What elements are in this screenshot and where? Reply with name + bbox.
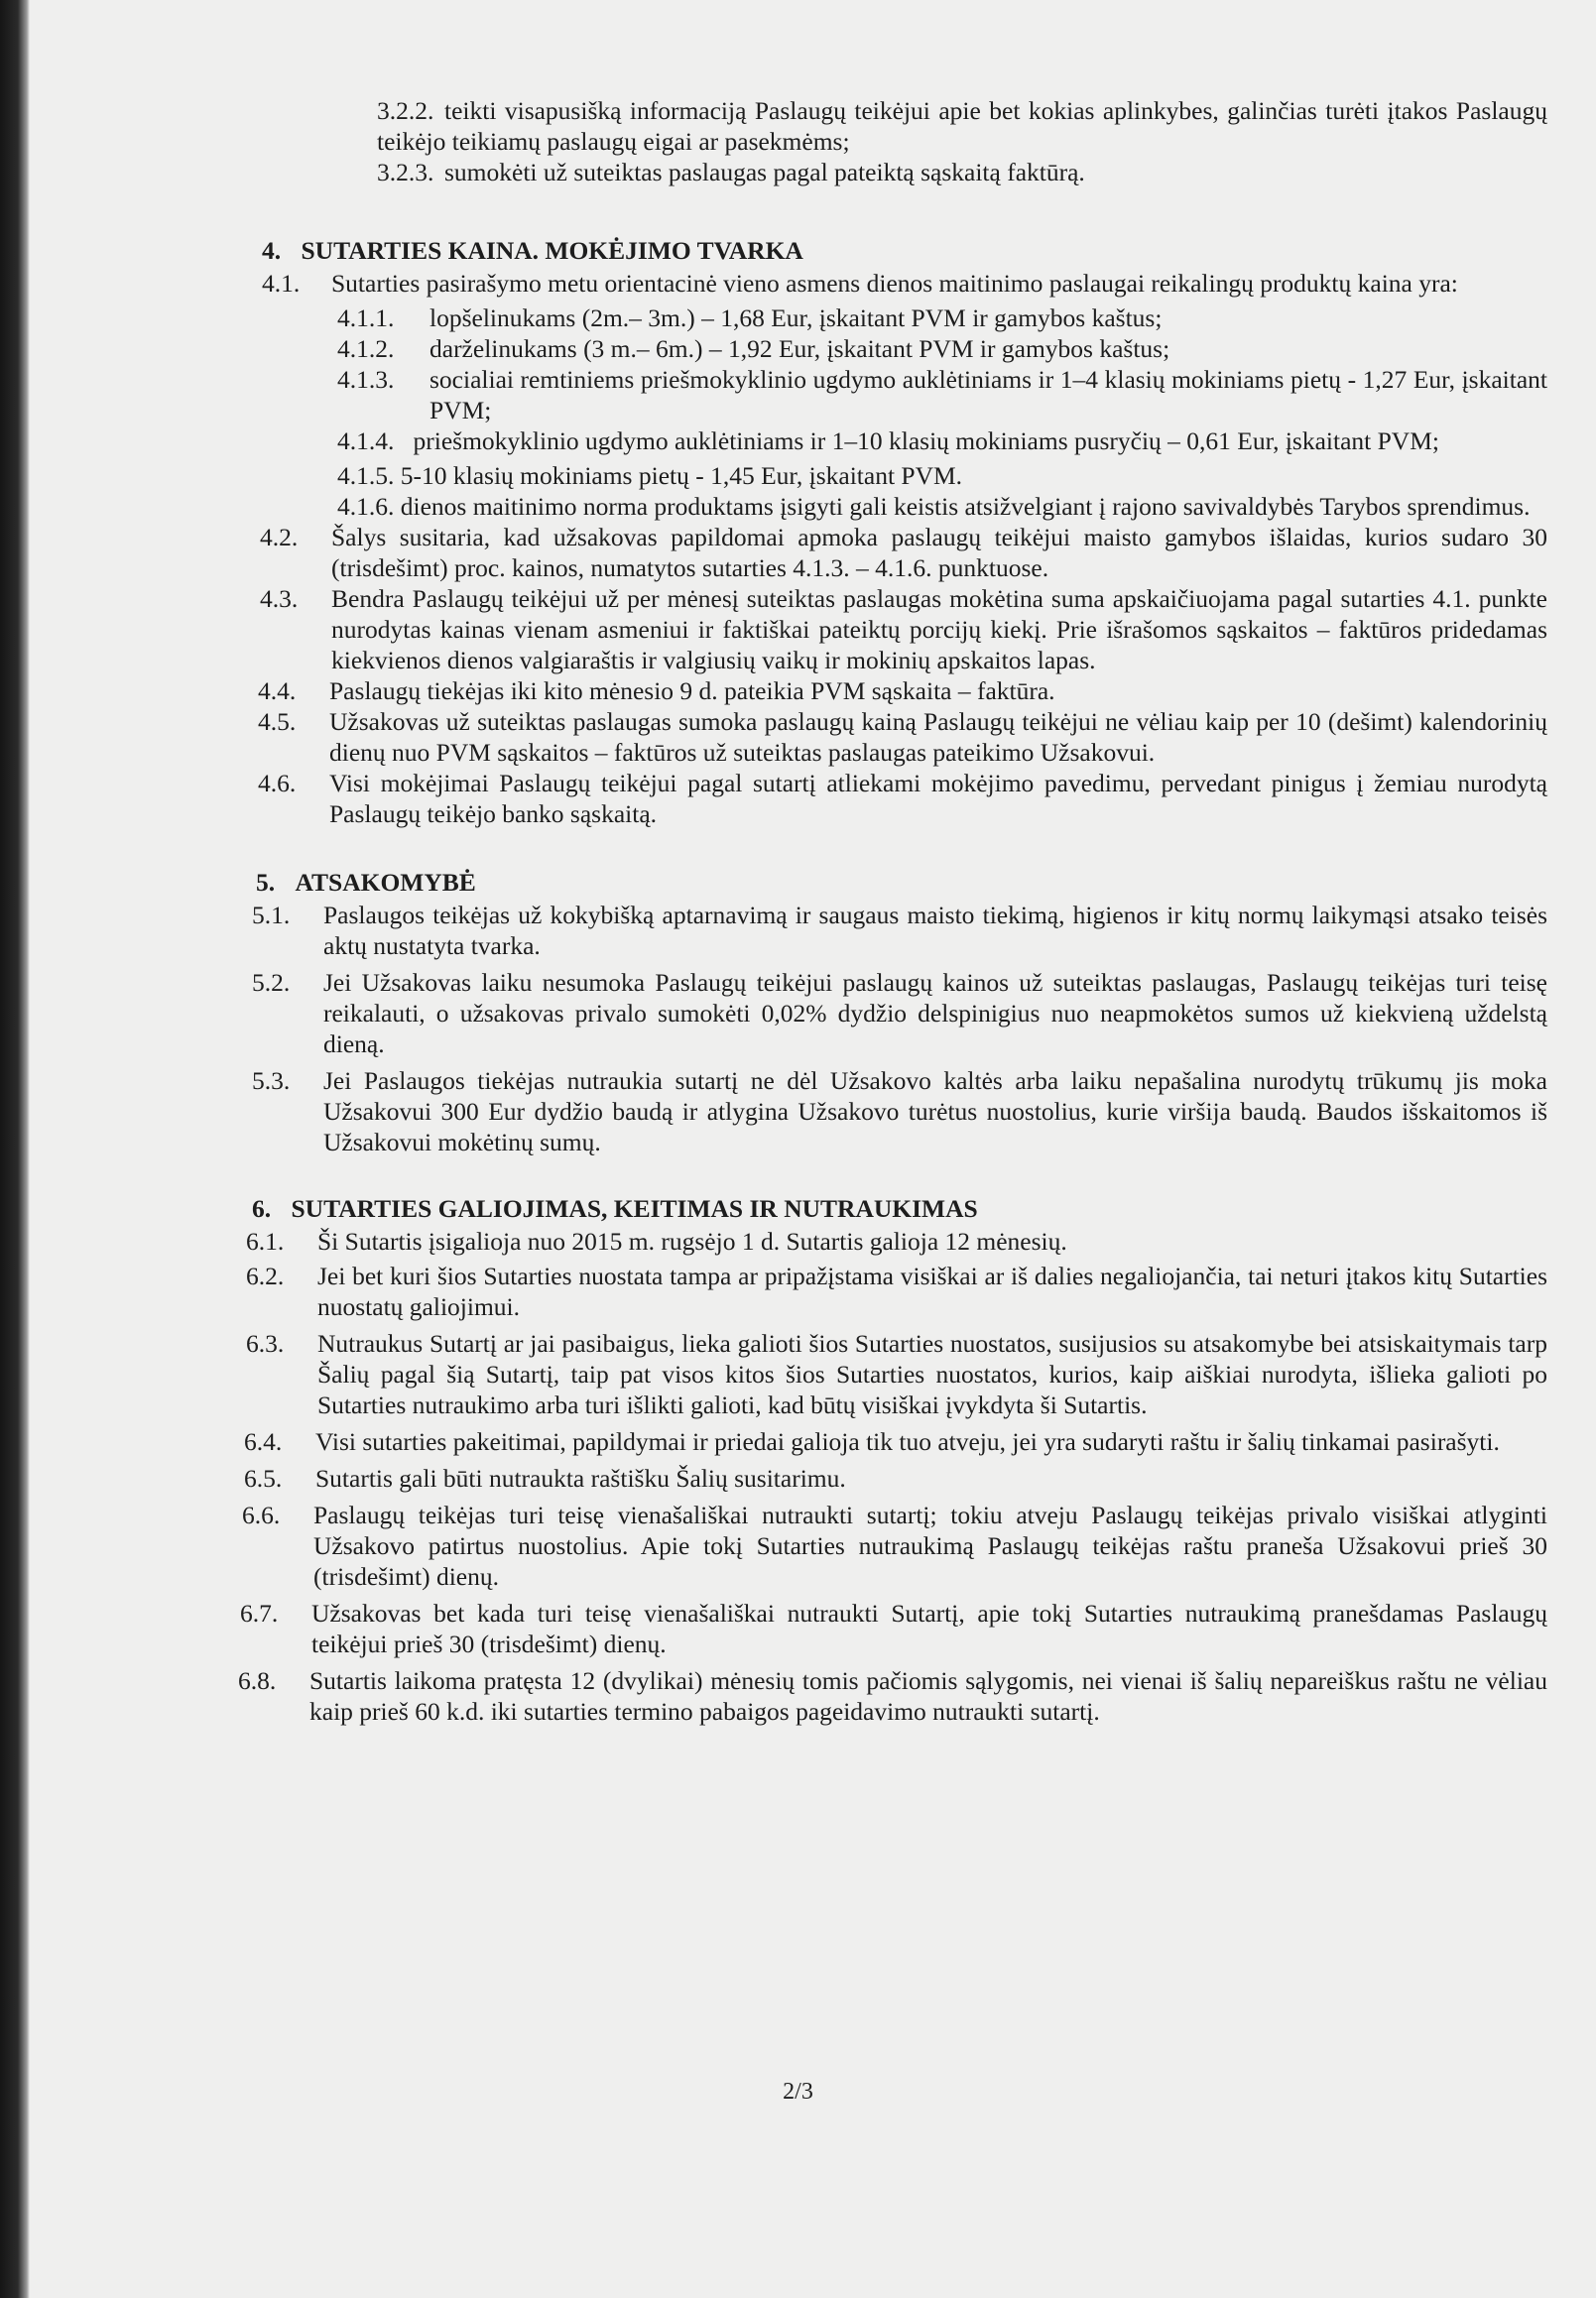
section-number: 6. — [252, 1194, 272, 1223]
clause-text: Nutraukus Sutartį ar jai pasibaigus, lieka galioti šios Sutarties nuostatos, susijusios su atsakomybe bei atsiskaitymais tarp Šalių pagal šią Sutartį, taip pat visos kitos šios Sutarties nuostatos, kurios, kaip aiškiai nurodyta, išlieka galioti po Sutarties nutraukimo arba turi išlikti galioti, kad būtų visiškai įvykdyta ši Sutartis. — [317, 1329, 1547, 1419]
clause-number: 5.3. — [252, 1066, 291, 1095]
clause-text: Sutarties pasirašymo metu orientacinė vieno asmens dienos maitinimo paslaugai reikalingų produktų kaina yra: — [331, 269, 1458, 298]
clause-number: 4.1.5. — [337, 461, 395, 490]
clause-number: 6.7. — [240, 1599, 279, 1628]
clause-3-2-3 — [377, 157, 1547, 187]
clause-4-1-1 — [337, 302, 1547, 333]
clause-number: 6.5. — [244, 1464, 283, 1493]
clause-4-6 — [258, 768, 1547, 829]
clause-6-4 — [244, 1426, 1547, 1457]
clause-number: 6.8. — [238, 1666, 277, 1695]
clause-4-4 — [258, 675, 1547, 706]
clause-text-wrap — [311, 425, 1547, 456]
clause-text: priešmokyklinio ugdymo auklėtiniams ir 1–10 klasių mokiniams pusryčių – 0,61 Eur, įskaitant PVM; — [413, 426, 1439, 455]
clause-text: Paslaugų tiekėjas iki kito mėnesio 9 d. pateikia PVM sąskaita – faktūra. — [329, 676, 1055, 705]
clause-number: 4.2. — [260, 523, 299, 551]
clause-text: Visi mokėjimai Paslaugų teikėjui pagal sutartį atliekami mokėjimo pavedimu, pervedant pinigus į žemiau nurodytą Paslaugų teikėjo banko sąskaitą. — [329, 769, 1547, 828]
clause-number: 3.2.2. — [377, 96, 434, 125]
clause-number: 5.2. — [252, 968, 291, 997]
clause-number: 4.4. — [258, 676, 297, 705]
clause-number: 4.1.2. — [337, 334, 395, 363]
section-number: 4. — [262, 236, 282, 265]
clause-4-1-3 — [337, 364, 1547, 425]
clause-text: darželinukams (3 m.– 6m.) – 1,92 Eur, įskaitant PVM ir gamybos kaštus; — [430, 334, 1170, 363]
clause-text: Sutartis laikoma pratęsta 12 (dvylikai) mėnesių tomis pačiomis sąlygomis, nei vienai iš šalių nepareiškus raštu ne vėliau kaip prieš 60 k.d. iki sutarties termino pabaigos pageidavimo nutraukti sutartį. — [309, 1666, 1547, 1726]
clause-number: 6.2. — [246, 1262, 285, 1290]
clause-6-7 — [240, 1598, 1547, 1659]
clause-number: 4.1.6. — [337, 492, 395, 521]
clause-text: teikti visapusišką informaciją Paslaugų teikėjui apie bet kokias aplinkybes, galinčias turėti įtakos Paslaugų teikėjo teikiamų paslaugų eigai ar pasekmėms; — [377, 96, 1547, 156]
clause-text-wrap — [337, 491, 1547, 522]
clause-6-3 — [246, 1328, 1547, 1420]
section-number: 5. — [256, 868, 276, 897]
clause-number: 6.4. — [244, 1427, 283, 1456]
clause-5-1 — [252, 900, 1547, 961]
clause-number: 5.1. — [252, 901, 291, 929]
clause-4-1-4 — [311, 425, 1547, 456]
clause-text: Užsakovas bet kada turi teisę vienašališkai nutraukti Sutartį, apie tokį Sutarties nutraukimą pranešdamas Paslaugų teikėjui prieš 30 (trisdešimt) dienų. — [311, 1599, 1547, 1658]
clause-5-3 — [252, 1065, 1547, 1157]
clause-text: sumokėti už suteiktas paslaugas pagal pateiktą sąskaitą faktūrą. — [444, 158, 1085, 186]
section-title: SUTARTIES KAINA. MOKĖJIMO TVARKA — [301, 236, 803, 265]
clause-text: Sutartis gali būti nutraukta raštišku Šalių susitarimu. — [315, 1464, 846, 1493]
clause-number: 4.1. — [262, 269, 301, 298]
clause-text: Paslaugų teikėjas turi teisę vienašališkai nutraukti sutartį; tokiu atveju Paslaugų teikėjas privalo visiškai atlyginti Užsakovo patirtus nuostolius. Apie tokį Sutarties nutraukimą Paslaugų teikėjas raštu praneša Užsakovui prieš 30 (trisdešimt) dienų. — [313, 1501, 1547, 1591]
page-number: 2/3 — [783, 2079, 813, 2105]
clause-4-2 — [260, 522, 1547, 583]
clause-number: 4.1.4. — [337, 426, 395, 455]
clause-number: 4.1.1. — [337, 303, 395, 332]
clause-text: Jei bet kuri šios Sutarties nuostata tampa ar pripažįstama visiškai ar iš dalies negaliojančia, tai neturi įtakos kitų Sutarties nuostatų galiojimui. — [317, 1262, 1547, 1321]
clause-text: Jei Paslaugos tiekėjas nutraukia sutartį ne dėl Užsakovo kaltės arba laiku nepašalina nurodytų trūkumų jis moka Užsakovui 300 Eur dydžio baudą ir atlygina Užsakovo turėtus nuostolius, kurie viršija baudą. Baudos išskaitomos iš Užsakovui mokėtinų sumų. — [323, 1066, 1547, 1156]
clause-6-6 — [242, 1500, 1547, 1592]
clause-6-5 — [244, 1463, 1547, 1494]
clause-text: 5-10 klasių mokiniams pietų - 1,45 Eur, įskaitant PVM. — [400, 461, 963, 490]
clause-text: lopšelinukams (2m.– 3m.) – 1,68 Eur, įskaitant PVM ir gamybos kaštus; — [430, 303, 1163, 332]
clause-6-1 — [246, 1226, 1547, 1257]
clause-4-1-5 — [337, 460, 1547, 491]
scan-edge — [0, 0, 30, 2298]
clause-text: Ši Sutartis įsigalioja nuo 2015 m. rugsėjo 1 d. Sutartis galioja 12 mėnesių. — [317, 1227, 1067, 1256]
clause-number: 3.2.3. — [377, 158, 434, 186]
clause-4-5 — [258, 706, 1547, 768]
clause-text: Bendra Paslaugų teikėjui už per mėnesį suteiktas paslaugas mokėtina suma apskaičiuojama pagal sutarties 4.1. punkte nurodytas kainas vienam asmeniui ir faktiškai pateiktų porcijų kiekį. Prie išrašomos sąskaitos – faktūros pridedamas kiekvienos dienos valgiaraštis ir valgiusių vaikų ir mokinių apskaitos lapas. — [331, 584, 1547, 674]
clause-number: 6.1. — [246, 1227, 285, 1256]
clause-text: Paslaugos teikėjas už kokybišką aptarnavimą ir saugaus maisto tiekimą, higienos ir kitų normų laikymąsi atsako teisės aktų nustatyta tvarka. — [323, 901, 1547, 960]
clause-text: socialiai remtiniems priešmokyklinio ugdymo auklėtiniams ir 1–4 klasių mokiniams pietų - 1,27 Eur, įskaitant PVM; — [430, 365, 1547, 424]
section-4-heading — [262, 235, 1547, 266]
clause-text: Visi sutarties pakeitimai, papildymai ir priedai galioja tik tuo atveju, jei yra sudaryti raštu ir šalių tinkamai pasirašyti. — [315, 1427, 1500, 1456]
clause-number: 6.6. — [242, 1501, 281, 1529]
clause-number: 4.1.3. — [337, 365, 395, 394]
clause-text: Jei Užsakovas laiku nesumoka Paslaugų teikėjui paslaugų kainos už suteiktas paslaugas, Paslaugų teikėjas turi teisę reikalauti, o užsakovas privalo sumokėti 0,02% dydžio delspinigius nuo neapmokėtos sumos už kiekvieną uždelstą dieną. — [323, 968, 1547, 1058]
section-title: ATSAKOMYBĖ — [295, 868, 476, 897]
clause-text-wrap — [337, 460, 1547, 491]
clause-4-1-2 — [337, 333, 1547, 364]
clause-5-2 — [252, 967, 1547, 1059]
clause-6-2 — [246, 1261, 1547, 1322]
clause-number: 4.3. — [260, 584, 299, 613]
clause-text: Užsakovas už suteiktas paslaugas sumoka paslaugų kainą Paslaugų teikėjui ne vėliau kaip per 10 (dešimt) kalendorinių dienų nuo PVM sąskaitos – faktūros už suteiktas paslaugas pateikimo Užsakovui. — [329, 707, 1547, 767]
section-5-heading — [256, 867, 1547, 898]
clause-text: dienos maitinimo norma produktams įsigyti gali keistis atsižvelgiant į rajono savivaldybės Tarybos sprendimus. — [400, 492, 1531, 521]
clause-6-8 — [238, 1665, 1547, 1727]
clause-text: Šalys susitaria, kad užsakovas papildomai apmoka paslaugų teikėjui maisto gamybos išlaidas, kurios sudaro 30 (trisdešimt) proc. kainos, numatytos sutarties 4.1.3. – 4.1.6. punktuose. — [331, 523, 1547, 582]
clause-4-3 — [260, 583, 1547, 675]
clause-number: 4.6. — [258, 769, 297, 797]
clause-3-2-2 — [377, 95, 1547, 157]
clause-4-1-6 — [337, 491, 1547, 522]
clause-number: 6.3. — [246, 1329, 285, 1358]
clause-4-1 — [262, 268, 1547, 299]
clause-number: 4.5. — [258, 707, 297, 736]
section-6-heading — [252, 1193, 1547, 1224]
section-title: SUTARTIES GALIOJIMAS, KEITIMAS IR NUTRAUKIMAS — [291, 1194, 978, 1223]
document-body — [238, 95, 1547, 1727]
